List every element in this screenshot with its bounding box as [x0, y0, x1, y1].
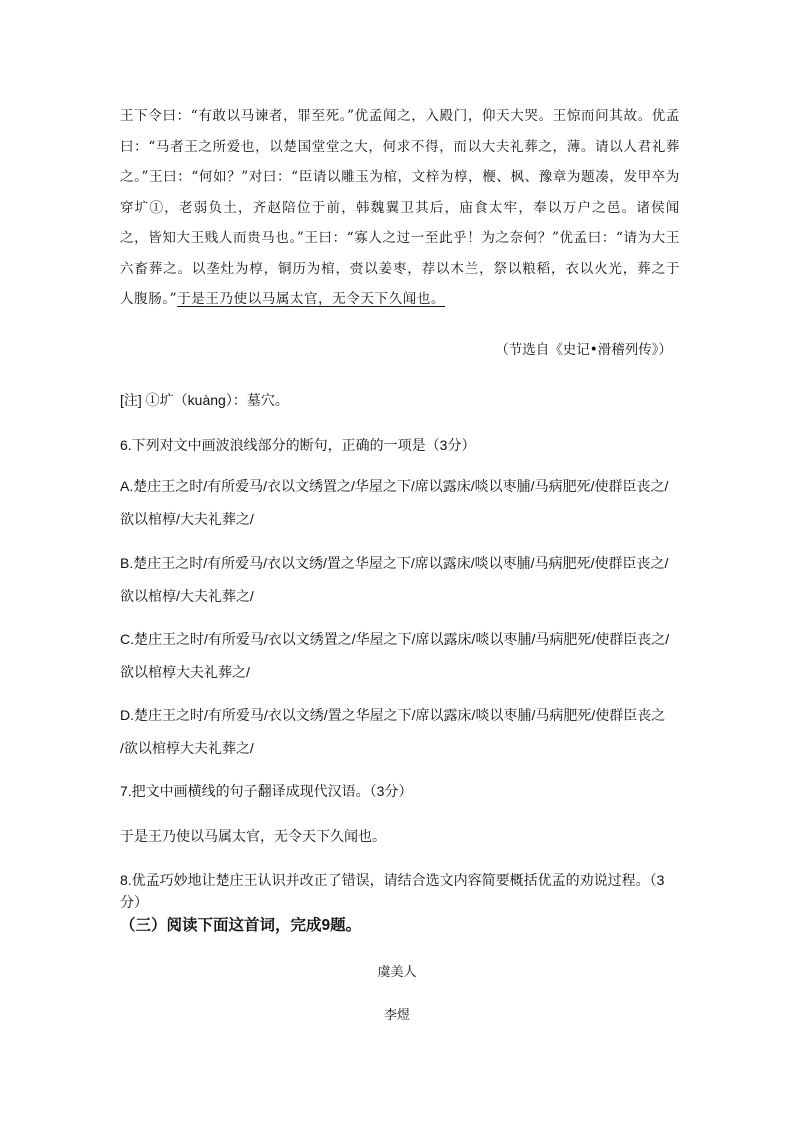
option-c-line2: 欲以棺椁大夫礼葬之/ — [120, 664, 250, 680]
passage-text: 王下令曰：“有敢以马谏者，罪至死。”优孟闻之，入殿门，仰天大哭。王惊而问其故。优孟曰：“马者王之所爱也，以楚国堂堂之大，何求不得，而以大夫礼葬之，薄。请以人君礼葬之。”王曰：“何如？”对曰：“臣请以雕玉为棺，文梓为椁，楩、枫、豫章为题凑，发甲卒为穿圹①，老弱负土，齐赵陪位于前，韩魏翼卫其后，庙食太牢，奉以万户之邑。诸侯闻之，皆知大王贱人而贵马也。”王曰：“寡人之过一至此乎！为之奈何？”优孟曰：“请为大王六畜葬之。以垄灶为椁，铜历为棺，赍以姜枣，荐以木兰，祭以粮稻，衣以火光，葬之于人腹肠。” — [120, 108, 680, 307]
section-3-title: （三）阅读下面这首词，完成9题。 — [120, 917, 362, 934]
question-8-stem: 8.优孟巧妙地让楚庄王认识并改正了错误，请结合选文内容简要概括优孟的劝说过程。（3分） — [120, 872, 665, 910]
classical-passage — [120, 101, 680, 315]
underlined-sentence: 于是王乃使以马属太官，无令天下久闻也。 — [177, 291, 446, 307]
passage-source: （节选自《史记•滑稽列传》） — [495, 342, 672, 358]
option-a-line1: A.楚庄王之时/有所爱马/衣以文绣置之/华屋之下/席以露床/啖以枣脯/马病肥死/使群臣丧之/ — [120, 478, 669, 494]
option-b-line2: 欲以棺椁/大夫礼葬之/ — [120, 588, 254, 604]
question-6-option-a — [120, 470, 680, 536]
question-7-sentence: 于是王乃使以马属太官，无令天下久闻也。 — [120, 828, 386, 844]
footnote: [注] ①圹（kuàng）：墓穴。 — [120, 392, 289, 408]
question-7-stem: 7.把文中画横线的句子翻译成现代汉语。（3分） — [120, 783, 413, 799]
option-a-line2: 欲以棺椁/大夫礼葬之/ — [120, 511, 254, 527]
question-6-stem: 6.下列对文中画波浪线部分的断句，正确的一项是（3分） — [120, 437, 476, 453]
poem-author: 李煜 — [383, 1008, 410, 1023]
option-c-line1: C.楚庄王之时/有所爱马/衣以文绣置之/华屋之下/席以露床/啖以枣脯/马病肥死/使群臣丧之/ — [120, 631, 670, 647]
option-d-line2: /欲以棺椁大夫礼葬之/ — [120, 740, 254, 756]
poem-title: 虞美人 — [377, 965, 417, 980]
question-6-option-d — [120, 699, 680, 765]
option-d-line1: D.楚庄王之时/有所爱马/衣以文绣/置之华屋之下/席以露床/啖以枣脯/马病肥死/使群臣丧之 — [120, 707, 666, 723]
question-6-option-c — [120, 623, 680, 689]
option-b-line1: B.楚庄王之时/有所爱马/衣以文绣/置之华屋之下/席以露床/啖以枣脯/马病肥死/使群臣丧之/ — [120, 555, 669, 571]
question-6-option-b — [120, 547, 680, 613]
